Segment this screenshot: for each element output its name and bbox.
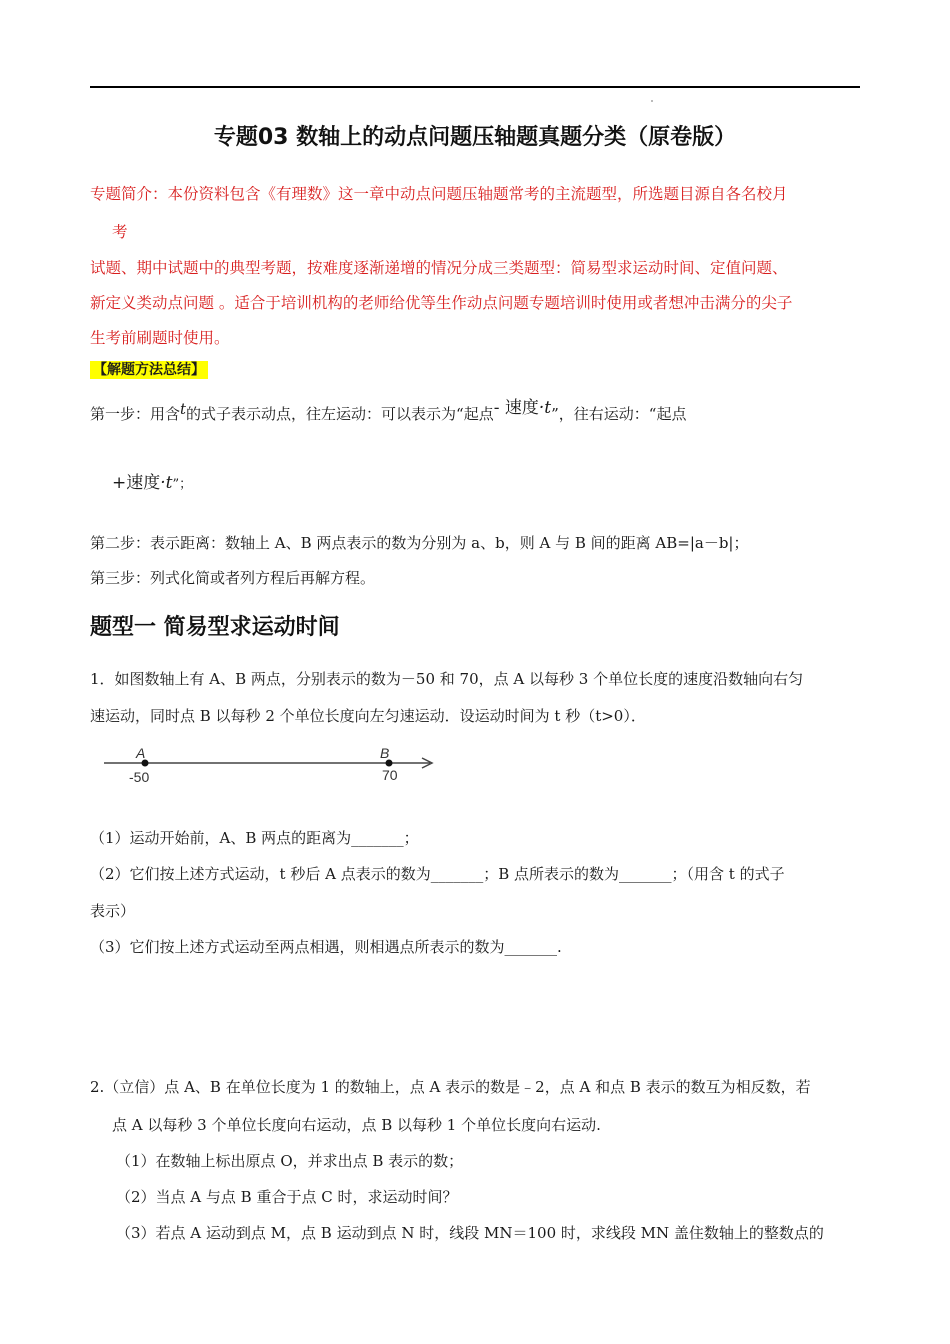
step1-t: t [180,400,187,418]
method-step-3: 第三步：列式化简或者列方程后再解方程。 [90,569,376,587]
intro-line-1b: 考 [112,223,128,241]
q1-part-2: （2）它们按上述方式运动，t 秒后 A 点表示的数为_______；B 点所表示的数为_______；（用含 t 的式子 [90,865,785,883]
q2-part-2: （2）当点 A 与点 B 重合于点 C 时，求运动时间？ [116,1188,458,1206]
step1-speed-2: 速度 [126,473,161,493]
step1-plus: + [112,473,127,493]
intro-line-1: 专题简介：本份资料包含《有理数》这一章中动点问题压轴题常考的主流题型，所选题目源自各名校月 [90,185,788,203]
method-step-1-cont [112,468,192,493]
q1-number-line [96,742,446,790]
method-label: 【解题方法总结】 [90,361,208,379]
page-title: 专题03 数轴上的动点问题压轴题真题分类（原卷版） [213,125,737,150]
point-a-label: A [136,745,146,761]
step1-dot-t-2: ·t [160,473,173,493]
q1-part-1: （1）运动开始前，A、B 两点的距离为_______； [90,829,419,847]
q2-part-3: （3）若点 A 运动到点 M，点 B 运动到点 N 时，线段 MN＝100 时，求线段 MN 盖住数轴上的整数点的 [116,1224,824,1242]
q2-line-2: 点 A 以每秒 3 个单位长度向右运动，点 B 以每秒 1 个单位长度向右运动. [112,1116,601,1134]
q1-part-3: （3）它们按上述方式运动至两点相遇，则相遇点所表示的数为_______. [90,938,562,956]
section-1-heading: 题型一 简易型求运动时间 [90,615,340,640]
point-a-value: -50 [129,769,150,785]
q1-line-2: 速运动，同时点 B 以每秒 2 个单位长度向左匀速运动．设运动时间为 t 秒（t>0）． [90,707,646,725]
step1-text-a: 第一步：用含 [90,405,181,423]
q1-part-2b: 表示） [90,902,136,920]
q2-part-1: （1）在数轴上标出原点 O，并求出点 B 表示的数； [116,1152,464,1170]
method-label-wrap [90,359,208,379]
point-b-label: B [380,745,390,761]
step1-text-c: ”，往右运动：“起点 [551,405,687,423]
intro-line-3: 新定义类动点问题 。适合于培训机构的老师给优等生作动点问题专题培训时使用或者想冲击满分的尖子 [90,294,793,312]
point-b-value: 70 [382,767,398,783]
q2-line-1: 2.（立信）点 A、B 在单位长度为 1 的数轴上，点 A 表示的数是﹣2，点 A 和点 B 表示的数互为相反数，若 [90,1078,811,1096]
intro-line-2: 试题、期中试题中的典型考题，按难度逐渐递增的情况分成三类题型：简易型求运动时间、定值问题、 [90,259,788,277]
step1-text-b: 的式子表示动点，往左运动：可以表示为“起点 [186,405,494,423]
header-rule [90,86,860,88]
method-step-1 [90,399,686,424]
step1-end: ”； [172,477,193,492]
step1-dot-t: ·t [538,398,552,418]
step1-speed: 速度 [499,398,539,418]
step1-minus: - [493,398,500,418]
header-dot [651,100,653,102]
intro-line-4: 生考前刷题时使用。 [90,329,230,347]
method-step-2: 第二步：表示距离：数轴上 A、B 两点表示的数为分别为 a、b，则 A 与 B 间的距离 AB=|a－b|； [90,534,749,552]
q1-line-1: 1．如图数轴上有 A、B 两点，分别表示的数为－50 和 70，点 A 以每秒 3 个单位长度的速度沿数轴向右匀 [90,670,804,688]
